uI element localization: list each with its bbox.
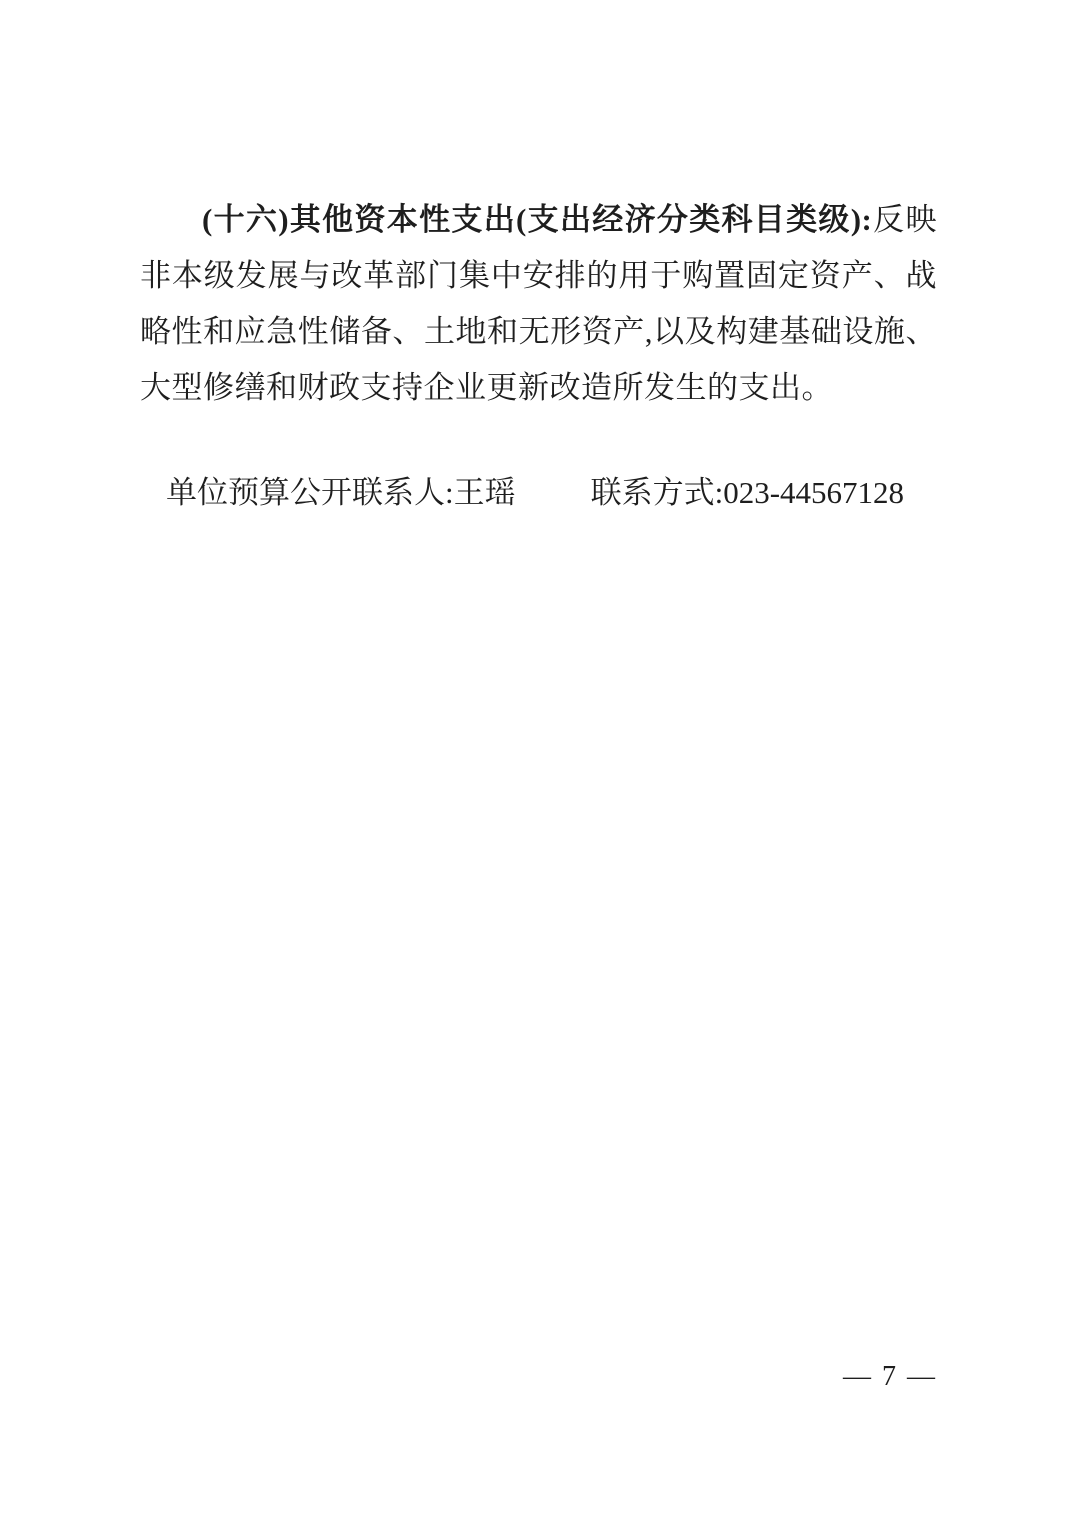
budget-item-paragraph bbox=[140, 192, 937, 416]
page-number: — 7 — bbox=[843, 1361, 937, 1392]
contact-line bbox=[140, 465, 937, 521]
contact-phone-label: 联系方式:023-44567128 bbox=[590, 475, 905, 510]
contact-person-label: 单位预算公开联系人:王瑶 bbox=[166, 475, 516, 510]
budget-item-heading: (十六)其他资本性支出(支出经济分类科目类级): bbox=[202, 202, 873, 237]
document-body bbox=[140, 192, 937, 521]
budget-item-description: 反映非本级发展与改革部门集中安排的用于购置固定资产、战略性和应急性储备、土地和无形资产,以及构建基础设施、大型修缮和财政支持企业更新改造所发生的支出。 bbox=[140, 202, 937, 405]
